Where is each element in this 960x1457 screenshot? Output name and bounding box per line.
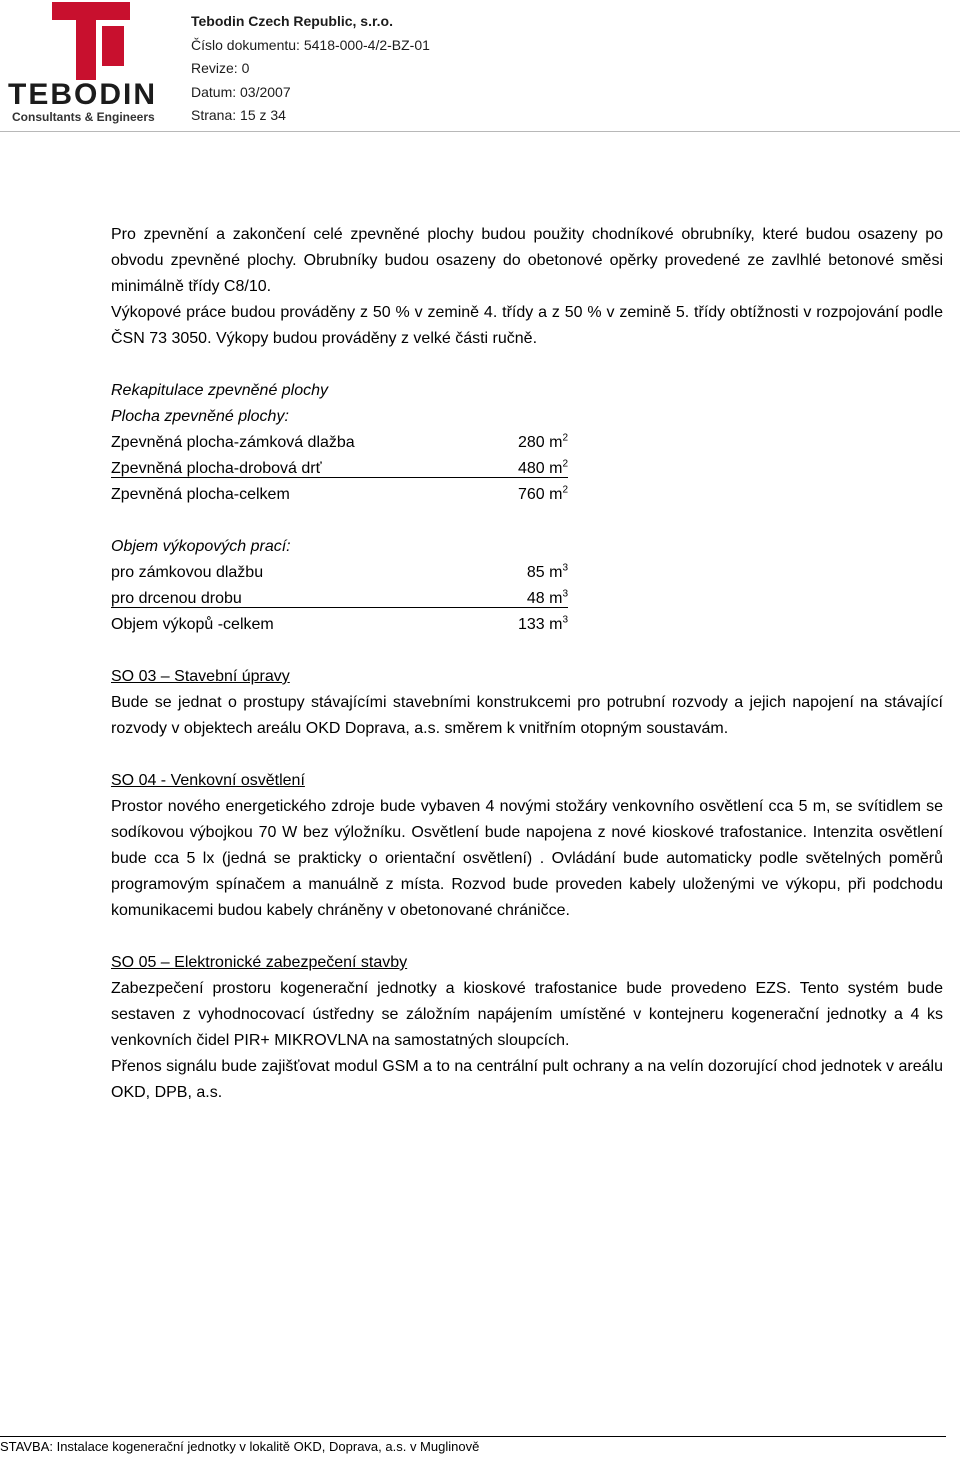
area-row [111, 430, 568, 456]
area-row-total [111, 482, 568, 508]
area-row-value: 280 $m^2$ [517, 432, 568, 451]
document-date: Datum: 03/2007 [191, 83, 291, 100]
page-footer: STAVBA: Instalace kogenerační jednotky v lokalitě OKD, Doprava, a.s. v Muglinově [0, 1436, 946, 1454]
tebodin-t-mark-icon [52, 2, 130, 80]
so03-text: Bude se jednat o prostupy stávajícími stavebními konstrukcemi pro potrubní rozvody a jejich napojení na stávající rozvody v objektech areálu OKD Doprava, a.s. směrem k vnitřním otopným soustavám. [111, 694, 943, 737]
intro-paragraph-curbs: Pro zpevnění a zakončení celé zpevněné plochy budou použity chodníkové obrubníky, které budou osazeny po obvodu zpevněné plochy. Obrubníky budou osazeny do obetonové opěrky provedené ze zavlhlé betonové směsi minimálně třídy C8/10. [111, 226, 943, 295]
intro-paragraph-excavation: Výkopové práce budou prováděny z 50 % v zemině 4. třídy a z 50 % v zemině 5. třídy obtížnosti v rozpojování podle ČSN 73 3050. Výkopy budou prováděny z velké části ručně. [111, 304, 943, 347]
area-row-value: 480 $m^2$ [517, 458, 568, 477]
excavation-row-label: pro zámkovou dlažbu [111, 564, 264, 581]
excavation-row-value: 48 $m^3$ [526, 588, 568, 607]
recap-title: Rekapitulace zpevněné plochy [111, 382, 329, 399]
area-row-label: Zpevněná plocha-zámková dlažba [111, 434, 355, 451]
so04-text: Prostor nového energetického zdroje bude vybaven 4 novými stožáry venkovního osvětlení cca 5 m, se svítidlem se sodíkovou výbojkou 70 W bez výložníku. Osvětlení bude napojena z nové kioskové trafostanice. Intenzita osvětlení bude cca 5 lx (jedná se prakticky o orientační osvětlení) . Ovládání bude automaticky podle světelných poměrů programovým spínačem a manuálně z místa. Rozvod bude proveden kabely uloženými ve výkopu, při podchodu komunikacemi budou kabely chráněny v obetonované chráničce. [111, 798, 943, 919]
company-name: Tebodin Czech Republic, s.r.o. [191, 13, 393, 29]
area-row-label: Zpevněná plocha-drobová drť [111, 460, 322, 477]
revision: Revize: 0 [191, 60, 250, 76]
excavation-row-label: Objem výkopů -celkem [111, 616, 274, 633]
so03-heading: SO 03 – Stavební úpravy [111, 668, 290, 685]
page-number: Strana: 15 z 34 [191, 107, 286, 123]
area-row [111, 456, 568, 482]
area-heading: Plocha zpevněné plochy: [111, 408, 289, 425]
logo-tagline: Consultants & Engineers [12, 110, 155, 124]
document-number: Číslo dokumentu: 5418-000-4/2-BZ-01 [191, 36, 430, 53]
area-row-value: 760 $m^2$ [517, 484, 568, 503]
so05-heading: SO 05 – Elektronické zabezpečení stavby [111, 954, 408, 971]
logo-wordmark: TEBODIN [8, 78, 157, 111]
excavation-row [111, 560, 568, 586]
so04-heading: SO 04 - Venkovní osvětlení [111, 772, 305, 789]
area-row-label: Zpevněná plocha-celkem [111, 486, 290, 503]
so05-text: Zabezpečení prostoru kogenerační jednotky a kioskové trafostanice bude provedeno EZS. Tento systém bude sestaven z vyhodnocovací ústředny se záložním napájením umístěné v kontejneru kogenerační jednotky a 4 ks venkovních čidel PIR+ MIKROVLNA na samostatných sloupcích. [111, 980, 943, 1049]
excavation-heading: Objem výkopových prací: [111, 538, 291, 555]
document-body [111, 222, 943, 1106]
so05-text-signal: Přenos signálu bude zajišťovat modul GSM a to na centrální pult ochrany a na velín dozorující chod jednotek v areálu OKD, DPB, a.s. [111, 1058, 943, 1101]
excavation-row-value: 133 $m^3$ [517, 614, 568, 633]
excavation-row-label: pro drcenou drobu [111, 590, 242, 607]
excavation-row [111, 586, 568, 612]
document-meta [191, 10, 430, 128]
excavation-row-value: 85 $m^3$ [526, 562, 568, 581]
page-header [0, 0, 960, 132]
excavation-row-total [111, 612, 568, 638]
tebodin-logo [8, 2, 160, 124]
